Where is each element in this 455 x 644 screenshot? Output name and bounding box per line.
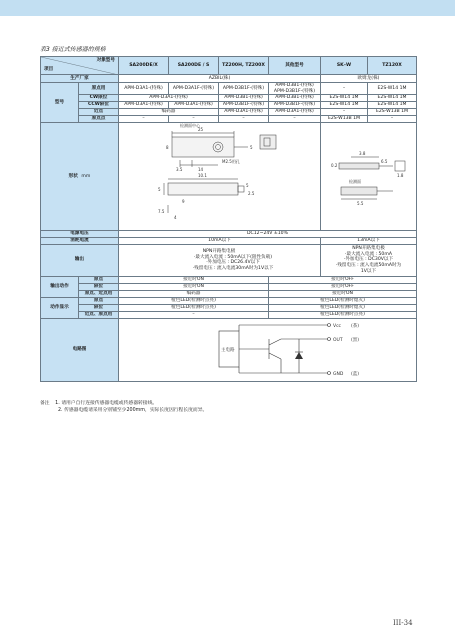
model-originpoint-c2: – xyxy=(169,116,219,123)
maker-other: 欧姆龙(株) xyxy=(321,75,417,83)
indicator-limit-b: 橙色LED(检测时熄灭) xyxy=(269,304,417,311)
header-corner-cell xyxy=(41,57,119,75)
dim-c-2: 0.2 xyxy=(331,163,338,169)
indicator-near-b: 橙色LED(检测时点亮) xyxy=(269,311,417,318)
model-cw-c12: APM-D3A1-(特殊) xyxy=(119,95,219,102)
action-origin-a: 接近时ON xyxy=(119,276,269,283)
notes-text: 2. 传感器电缆请采用分别铺至少200mm，实际长度因行程长度而异。 xyxy=(58,408,208,413)
indicator-limit-a: 橙色LED(检测时点亮) xyxy=(119,304,269,311)
zener-diode-symbol xyxy=(295,352,303,359)
model-cw-c3: APM-D3B1-(特殊) xyxy=(219,95,269,102)
dim-a-3: 5 xyxy=(249,145,253,151)
notes-text: 1. 请用户自行连接传感器电缆或传感器转接线。 xyxy=(55,401,158,406)
output-a-line: ·残留电压 : 流入电流30mA时为1V以下 xyxy=(192,265,274,271)
shape-label: 形状 xyxy=(68,173,78,179)
sensor-outline-drawing xyxy=(120,123,320,227)
model-origin-row xyxy=(41,83,417,95)
model-near-c5: – xyxy=(321,109,368,116)
header-item-label: 项目 xyxy=(44,67,54,73)
current-label: 消耗电流 xyxy=(41,237,119,244)
dim-c-4: 5.5 xyxy=(357,201,364,207)
model-cw-c5: E2S-W14 1M xyxy=(321,95,368,102)
model-origin-c4b: APM-D3B1F-(特殊) xyxy=(273,88,316,94)
indicator-row-limit xyxy=(41,304,417,311)
indicator-row-origin xyxy=(41,297,417,304)
indicator-origin-label: 原点 xyxy=(79,297,119,304)
header-row xyxy=(41,57,417,75)
model-origin-c4 xyxy=(269,83,321,95)
action-near-a: 编码器 xyxy=(119,290,269,297)
model-near-c4: APM-D3A1-(特殊) xyxy=(269,109,321,116)
model-ccw-c1: APM-D3A1-(特殊) xyxy=(119,102,169,109)
header-col-4: 其他型号 xyxy=(269,57,321,75)
vcc-label: Vcc xyxy=(333,323,342,329)
table-caption: 表3 接近式传感器的规格 xyxy=(40,46,106,53)
dim-c-5: 检测面 xyxy=(349,179,361,185)
header-model-label: 对象型号 xyxy=(96,58,115,63)
voltage-row xyxy=(41,230,417,237)
action-near-label: 原点、近点用 xyxy=(79,290,119,297)
model-ccw-c4: APM-D3B1F-(特殊) xyxy=(269,102,321,109)
action-limit-label: 限位 xyxy=(79,283,119,290)
output-a-line: ·外加电压 : DC26.4V以下 xyxy=(206,260,260,266)
model-originpoint-c3: – xyxy=(219,116,269,123)
sensor-cylinder-drawing xyxy=(321,123,416,227)
shape-label-cell xyxy=(41,123,119,231)
action-limit-a: 接近时ON xyxy=(119,283,269,290)
action-near-b: 接近时ON xyxy=(269,290,417,297)
dim-c-1: 6.5 xyxy=(381,159,388,165)
voltage-label: 电源电压 xyxy=(41,230,119,237)
page-number: III-34 xyxy=(393,619,413,627)
indicator-label: 动作显示 xyxy=(41,297,79,318)
output-b-cell xyxy=(321,244,417,276)
model-ccw-c2: APM-D3A1-(特殊) xyxy=(169,102,219,109)
circuit-label: 电路图 xyxy=(41,318,119,382)
model-originpoint-c6: – xyxy=(368,116,417,123)
gnd-label: GND xyxy=(333,371,344,377)
dim-b-0: 10.1 xyxy=(197,173,207,179)
model-origin-c6: E2S-W14 1M xyxy=(368,83,417,95)
action-row-near xyxy=(41,290,417,297)
model-originpoint-c1: – xyxy=(119,116,169,123)
maker-label: 生产厂家 xyxy=(41,75,119,83)
model-cw-label: CW限位 xyxy=(79,95,119,102)
output-b-line: 1V以下 xyxy=(360,268,377,274)
dim-a-6: 检测面中心 xyxy=(179,123,200,129)
circuit-diagram xyxy=(119,319,417,379)
circuit-row xyxy=(41,318,417,382)
gnd-color: (蓝) xyxy=(351,371,360,377)
action-origin-b: 接近时OFF xyxy=(269,276,417,283)
model-ccw-row xyxy=(41,102,417,109)
action-limit-b: 接近时OFF xyxy=(269,283,417,290)
header-col-3: TZ200H, TZ200X xyxy=(219,57,269,75)
output-a-line: ·最大流入电流 : 50mA以下(阻性负载) xyxy=(193,254,273,260)
indicator-row-near xyxy=(41,311,417,318)
header-col-6: TZ120X xyxy=(368,57,417,75)
top-color-band xyxy=(0,0,455,16)
shape-row xyxy=(41,123,417,231)
main-circuit-label: 主电路 xyxy=(221,347,235,353)
indicator-near-a: – xyxy=(119,311,269,318)
action-row-origin xyxy=(41,276,417,283)
model-originpoint-c5: E2S-W13B 1M xyxy=(321,116,368,123)
model-originpoint-label: 原点点 xyxy=(79,116,119,123)
output-a-title: NPN开路集电极 xyxy=(202,249,236,255)
dim-c-3: 1.8 xyxy=(397,173,404,179)
model-cw-c6: E2S-W14 1M xyxy=(368,95,417,102)
output-a-cell xyxy=(119,244,321,276)
output-b-title: NPN开路集电极 xyxy=(352,246,385,252)
action-row-limit xyxy=(41,283,417,290)
model-ccw-label: CCW限位 xyxy=(79,102,119,109)
current-value-a: 10mA以下 xyxy=(119,237,321,244)
output-label: 输出 xyxy=(41,244,119,276)
action-label: 输出动作 xyxy=(41,276,79,297)
model-ccw-c6: E2S-W14 1M xyxy=(368,102,417,109)
out-label: OUT xyxy=(333,337,343,343)
header-col-2: SA200DE / S xyxy=(169,57,219,75)
model-near-label: 近点 xyxy=(79,109,119,116)
dim-a-4: 3.5 xyxy=(175,167,182,173)
model-label: 型号 xyxy=(41,83,79,123)
notes-line-2 xyxy=(58,406,207,413)
header-col-1: SA200DE/X xyxy=(119,57,169,75)
dim-a-5: M2.5用孔 xyxy=(221,159,240,165)
model-originpoint-c4: – xyxy=(269,116,321,123)
indicator-limit-label: 限位 xyxy=(79,304,119,311)
model-cw-row xyxy=(41,95,417,102)
model-ccw-c5: E2S-W14 1M xyxy=(321,102,368,109)
action-origin-label: 原点 xyxy=(79,276,119,283)
model-near-c3: APM-D3A1-(特殊) xyxy=(219,109,269,116)
voltage-value: DC12~24V ±10% xyxy=(119,230,417,237)
output-b-line: ·外加电压 : DC30V以下 xyxy=(343,257,394,263)
indicator-origin-a: 橙色LED(检测时点亮) xyxy=(119,297,269,304)
dim-b-2: 9 xyxy=(181,199,185,205)
dim-a-0: 25 xyxy=(197,127,203,133)
output-b-line: ·最大流入电流 : 50mA xyxy=(345,251,392,257)
model-origin-c4a: APM-D3B1-(特殊) xyxy=(275,83,314,88)
dim-b-3: 7.5 xyxy=(157,209,164,215)
model-originpoint-row xyxy=(41,116,417,123)
model-origin-c2: APM-D3A1F-(特殊) xyxy=(169,83,219,95)
model-origin-c3: APM-D3B1F-(特殊) xyxy=(219,83,269,95)
dim-b-1: 5 xyxy=(245,183,249,189)
dim-b-5: 2.5 xyxy=(247,191,254,197)
shape-unit: mm xyxy=(81,173,91,179)
out-color: (黑) xyxy=(351,337,360,343)
dim-a-1: 8 xyxy=(165,145,169,151)
dim-a-2: 14 xyxy=(197,167,203,173)
shape-drawing-a-cell xyxy=(119,123,321,231)
indicator-origin-b: 橙色LED(检测时熄灭) xyxy=(269,297,417,304)
header-col-5: SK–W xyxy=(321,57,368,75)
model-origin-c5: – xyxy=(321,83,368,95)
model-cw-c4: APM-D3B1-(特殊) xyxy=(269,95,321,102)
maker-row xyxy=(41,75,417,83)
circuit-diagram-cell xyxy=(119,318,417,382)
model-near-row xyxy=(41,109,417,116)
model-ccw-c3: APM-D3B1F-(特殊) xyxy=(219,102,269,109)
model-near-c6: E2S-W13B 1M xyxy=(368,109,417,116)
current-row xyxy=(41,237,417,244)
dim-b-6: 4 xyxy=(173,215,177,221)
current-value-b: 13mA以下 xyxy=(321,237,417,244)
indicator-near-label: 近点、原点用 xyxy=(79,311,119,318)
output-b-line: ·残留电压 : 流入电流50mA时为 xyxy=(335,263,402,269)
dim-c-0: 3.8 xyxy=(359,151,366,157)
notes-label: 备注 xyxy=(40,401,50,406)
dim-b-4: 5 xyxy=(157,187,161,193)
shape-drawing-b-cell xyxy=(321,123,417,231)
model-origin-label: 原点用 xyxy=(79,83,119,95)
maker-azbil: AZBIL(株) xyxy=(119,75,321,83)
notes-line-1 xyxy=(40,399,157,406)
vcc-color: (茶) xyxy=(351,323,360,329)
sensor-spec-table xyxy=(40,56,417,382)
output-row xyxy=(41,244,417,276)
model-near-c12: 编码器 xyxy=(119,109,219,116)
model-origin-c1: APM-D3A1-(特殊) xyxy=(119,83,169,95)
